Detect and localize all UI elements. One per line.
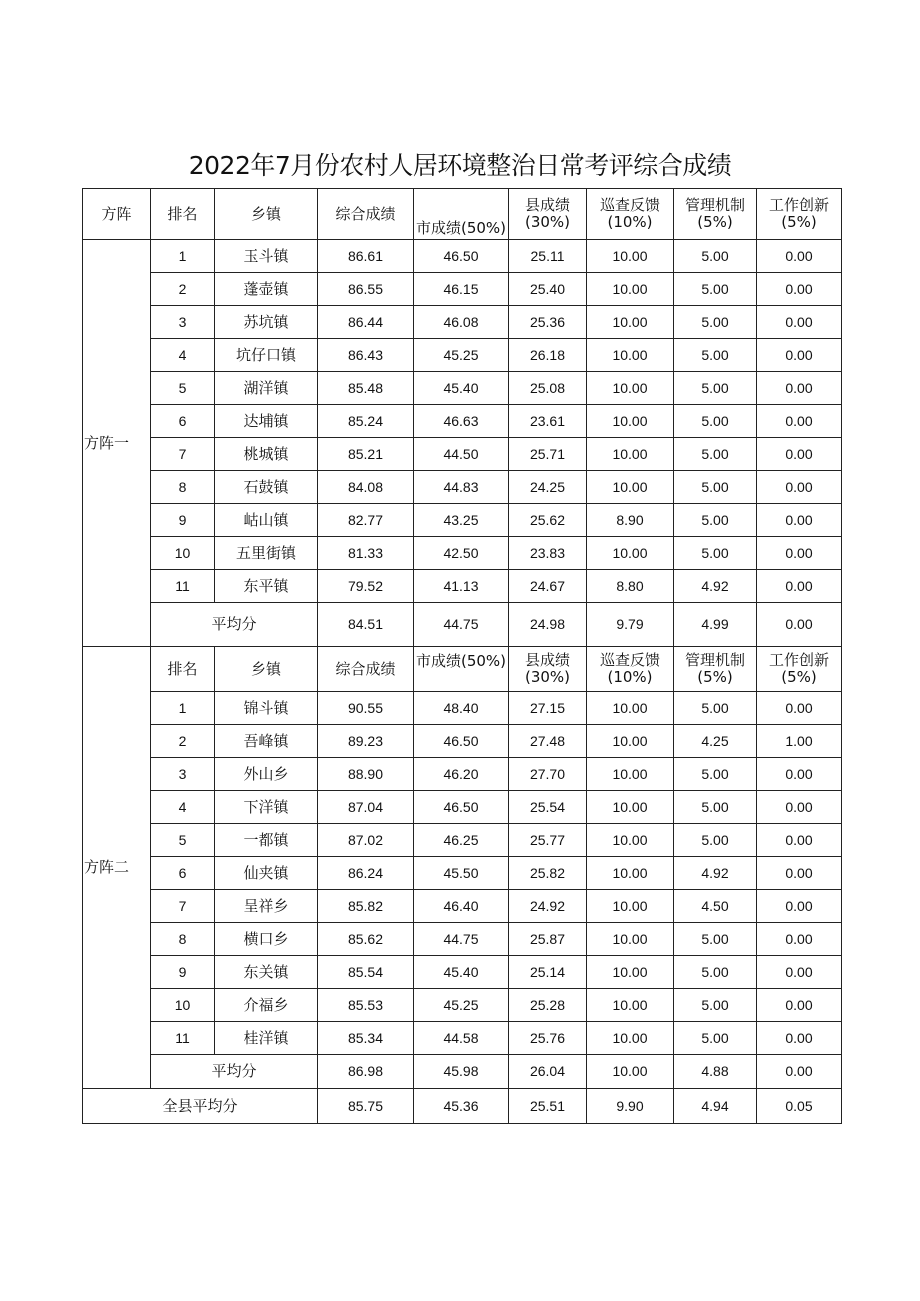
innov-cell: 0.00 — [757, 537, 842, 570]
town-cell: 锦斗镇 — [215, 692, 318, 725]
innov-cell: 0.00 — [757, 956, 842, 989]
total-cell: 85.62 — [318, 923, 414, 956]
innov-cell: 0.00 — [757, 471, 842, 504]
patrol-cell: 10.00 — [587, 692, 674, 725]
innov-cell: 0.00 — [757, 857, 842, 890]
header-city: 市成绩(50%) — [414, 189, 509, 240]
town-cell: 苏坑镇 — [215, 306, 318, 339]
mgmt-cell: 5.00 — [674, 372, 757, 405]
rank-cell: 4 — [151, 791, 215, 824]
table-row — [83, 504, 842, 537]
table-row — [83, 273, 842, 306]
county-cell: 25.54 — [509, 791, 587, 824]
table-row — [83, 956, 842, 989]
header-row — [83, 189, 842, 240]
mgmt-cell: 5.00 — [674, 758, 757, 791]
city-cell: 45.25 — [414, 989, 509, 1022]
page-title: 2022年7月份农村人居环境整治日常考评综合成绩 — [188, 151, 732, 180]
total-cell: 81.33 — [318, 537, 414, 570]
county-cell: 25.36 — [509, 306, 587, 339]
table-row — [83, 339, 842, 372]
rank-cell: 1 — [151, 240, 215, 273]
table-row — [83, 1022, 842, 1055]
town-cell: 玉斗镇 — [215, 240, 318, 273]
patrol-cell: 10.00 — [587, 989, 674, 1022]
header-mgmt — [674, 647, 757, 692]
innov-cell: 1.00 — [757, 725, 842, 758]
city-cell: 46.50 — [414, 725, 509, 758]
total-cell: 87.04 — [318, 791, 414, 824]
county-cell: 25.40 — [509, 273, 587, 306]
town-cell: 一都镇 — [215, 824, 318, 857]
header-mgmt-label: 管理机制 — [684, 651, 745, 669]
patrol-cell: 10.00 — [587, 306, 674, 339]
average-mgmt: 4.88 — [674, 1055, 757, 1089]
patrol-cell: 10.00 — [587, 725, 674, 758]
total-cell: 79.52 — [318, 570, 414, 603]
table-row — [83, 692, 842, 725]
patrol-cell: 10.00 — [587, 791, 674, 824]
town-cell: 介福乡 — [215, 989, 318, 1022]
header-city: 市成绩(50%) — [414, 647, 509, 692]
mgmt-cell: 5.00 — [674, 791, 757, 824]
city-cell: 41.13 — [414, 570, 509, 603]
rank-cell: 2 — [151, 273, 215, 306]
table-row — [83, 570, 842, 603]
innov-cell: 0.00 — [757, 504, 842, 537]
mgmt-cell: 5.00 — [674, 306, 757, 339]
table-row — [83, 471, 842, 504]
county-cell: 23.61 — [509, 405, 587, 438]
total-cell: 86.55 — [318, 273, 414, 306]
town-cell: 呈祥乡 — [215, 890, 318, 923]
average-innov: 0.00 — [757, 603, 842, 647]
average-city: 45.98 — [414, 1055, 509, 1089]
rank-cell: 6 — [151, 405, 215, 438]
mgmt-cell: 5.00 — [674, 537, 757, 570]
mgmt-cell: 5.00 — [674, 923, 757, 956]
city-cell: 45.40 — [414, 956, 509, 989]
innov-cell: 0.00 — [757, 1022, 842, 1055]
county-cell: 27.48 — [509, 725, 587, 758]
rank-cell: 11 — [151, 570, 215, 603]
patrol-cell: 10.00 — [587, 240, 674, 273]
town-cell: 达埔镇 — [215, 405, 318, 438]
mgmt-cell: 5.00 — [674, 339, 757, 372]
patrol-cell: 10.00 — [587, 471, 674, 504]
town-cell: 外山乡 — [215, 758, 318, 791]
total-cell: 86.44 — [318, 306, 414, 339]
header-mgmt-label: 管理机制 — [684, 196, 745, 214]
average-county: 24.98 — [509, 603, 587, 647]
header-patrol — [587, 647, 674, 692]
town-cell: 岵山镇 — [215, 504, 318, 537]
header-rank: 排名 — [151, 189, 215, 240]
rank-cell: 6 — [151, 857, 215, 890]
county-cell: 25.11 — [509, 240, 587, 273]
mgmt-cell: 5.00 — [674, 1022, 757, 1055]
mgmt-cell: 5.00 — [674, 989, 757, 1022]
score-table — [82, 188, 842, 1124]
table-row — [83, 405, 842, 438]
innov-cell: 0.00 — [757, 339, 842, 372]
header-patrol-weight: (10%) — [607, 213, 653, 231]
patrol-cell: 10.00 — [587, 438, 674, 471]
city-cell: 46.15 — [414, 273, 509, 306]
mgmt-cell: 5.00 — [674, 471, 757, 504]
patrol-cell: 10.00 — [587, 824, 674, 857]
table-row — [83, 725, 842, 758]
patrol-cell: 10.00 — [587, 857, 674, 890]
rank-cell: 7 — [151, 890, 215, 923]
innov-cell: 0.00 — [757, 758, 842, 791]
innov-cell: 0.00 — [757, 791, 842, 824]
county-cell: 25.87 — [509, 923, 587, 956]
table-row — [83, 758, 842, 791]
city-cell: 44.50 — [414, 438, 509, 471]
town-cell: 下洋镇 — [215, 791, 318, 824]
rank-cell: 10 — [151, 537, 215, 570]
rank-cell: 7 — [151, 438, 215, 471]
table-row — [83, 890, 842, 923]
patrol-cell: 10.00 — [587, 537, 674, 570]
county-cell: 27.15 — [509, 692, 587, 725]
average-total: 86.98 — [318, 1055, 414, 1089]
total-cell: 86.24 — [318, 857, 414, 890]
rank-cell: 8 — [151, 923, 215, 956]
mgmt-cell: 5.00 — [674, 240, 757, 273]
total-cell: 85.54 — [318, 956, 414, 989]
total-cell: 86.61 — [318, 240, 414, 273]
total-cell: 85.34 — [318, 1022, 414, 1055]
city-cell: 42.50 — [414, 537, 509, 570]
total-cell: 85.21 — [318, 438, 414, 471]
rank-cell: 9 — [151, 504, 215, 537]
header-county-weight: (30%) — [524, 668, 571, 686]
rank-cell: 1 — [151, 692, 215, 725]
table-row — [83, 857, 842, 890]
average-label: 平均分 — [151, 1055, 318, 1089]
county-cell: 24.25 — [509, 471, 587, 504]
sub-header-row — [83, 647, 842, 692]
county-cell: 25.76 — [509, 1022, 587, 1055]
total-cell: 90.55 — [318, 692, 414, 725]
total-cell: 84.08 — [318, 471, 414, 504]
innov-cell: 0.00 — [757, 890, 842, 923]
header-innov-label: 工作创新 — [768, 651, 829, 669]
total-cell: 89.23 — [318, 725, 414, 758]
innov-cell: 0.00 — [757, 692, 842, 725]
header-county — [509, 647, 587, 692]
total-cell: 82.77 — [318, 504, 414, 537]
rank-cell: 3 — [151, 758, 215, 791]
city-cell: 44.58 — [414, 1022, 509, 1055]
city-cell: 46.20 — [414, 758, 509, 791]
total-cell: 85.24 — [318, 405, 414, 438]
table-row — [83, 372, 842, 405]
average-mgmt: 4.99 — [674, 603, 757, 647]
rank-cell: 5 — [151, 372, 215, 405]
innov-cell: 0.00 — [757, 989, 842, 1022]
city-cell: 46.08 — [414, 306, 509, 339]
header-innov-weight: (5%) — [781, 668, 817, 686]
county-average-mgmt: 4.94 — [674, 1089, 757, 1124]
innov-cell: 0.00 — [757, 306, 842, 339]
average-patrol: 10.00 — [587, 1055, 674, 1089]
header-rank: 排名 — [151, 647, 215, 692]
innov-cell: 0.00 — [757, 923, 842, 956]
mgmt-cell: 5.00 — [674, 824, 757, 857]
county-average-total: 85.75 — [318, 1089, 414, 1124]
innov-cell: 0.00 — [757, 438, 842, 471]
header-mgmt-weight: (5%) — [697, 668, 733, 686]
average-row — [83, 1055, 842, 1089]
header-patrol-label: 巡查反馈 — [599, 196, 660, 214]
city-cell: 46.50 — [414, 791, 509, 824]
table-row — [83, 923, 842, 956]
county-cell: 25.62 — [509, 504, 587, 537]
header-innov-label: 工作创新 — [768, 196, 829, 214]
mgmt-cell: 5.00 — [674, 405, 757, 438]
average-innov: 0.00 — [757, 1055, 842, 1089]
average-label: 平均分 — [151, 603, 318, 647]
table-row — [83, 824, 842, 857]
mgmt-cell: 4.25 — [674, 725, 757, 758]
county-cell: 25.28 — [509, 989, 587, 1022]
average-city: 44.75 — [414, 603, 509, 647]
county-average-row — [83, 1089, 842, 1124]
city-cell: 46.25 — [414, 824, 509, 857]
header-innov — [757, 189, 842, 240]
innov-cell: 0.00 — [757, 570, 842, 603]
county-cell: 25.71 — [509, 438, 587, 471]
patrol-cell: 10.00 — [587, 339, 674, 372]
city-cell: 44.75 — [414, 923, 509, 956]
header-innov-weight: (5%) — [781, 213, 817, 231]
header-patrol — [587, 189, 674, 240]
matrix-label: 方阵二 — [83, 647, 151, 1089]
mgmt-cell: 5.00 — [674, 956, 757, 989]
town-cell: 横口乡 — [215, 923, 318, 956]
header-county-label: 县成绩 — [524, 196, 570, 214]
city-cell: 45.40 — [414, 372, 509, 405]
town-cell: 坑仔口镇 — [215, 339, 318, 372]
table-row — [83, 537, 842, 570]
mgmt-cell: 5.00 — [674, 692, 757, 725]
city-cell: 46.40 — [414, 890, 509, 923]
town-cell: 五里街镇 — [215, 537, 318, 570]
county-cell: 24.92 — [509, 890, 587, 923]
innov-cell: 0.00 — [757, 824, 842, 857]
total-cell: 87.02 — [318, 824, 414, 857]
patrol-cell: 10.00 — [587, 758, 674, 791]
rank-cell: 3 — [151, 306, 215, 339]
patrol-cell: 10.00 — [587, 1022, 674, 1055]
rank-cell: 8 — [151, 471, 215, 504]
patrol-cell: 8.90 — [587, 504, 674, 537]
header-county-weight: (30%) — [524, 213, 571, 231]
total-cell: 86.43 — [318, 339, 414, 372]
total-cell: 85.53 — [318, 989, 414, 1022]
innov-cell: 0.00 — [757, 405, 842, 438]
town-cell: 桂洋镇 — [215, 1022, 318, 1055]
rank-cell: 11 — [151, 1022, 215, 1055]
table-row — [83, 438, 842, 471]
county-cell: 25.77 — [509, 824, 587, 857]
average-row — [83, 603, 842, 647]
header-county-label: 县成绩 — [524, 651, 570, 669]
total-cell: 85.48 — [318, 372, 414, 405]
patrol-cell: 8.80 — [587, 570, 674, 603]
average-total: 84.51 — [318, 603, 414, 647]
county-cell: 25.08 — [509, 372, 587, 405]
header-patrol-weight: (10%) — [607, 668, 653, 686]
rank-cell: 2 — [151, 725, 215, 758]
town-cell: 东平镇 — [215, 570, 318, 603]
innov-cell: 0.00 — [757, 240, 842, 273]
patrol-cell: 10.00 — [587, 923, 674, 956]
town-cell: 桃城镇 — [215, 438, 318, 471]
county-cell: 23.83 — [509, 537, 587, 570]
header-town: 乡镇 — [215, 647, 318, 692]
city-cell: 46.50 — [414, 240, 509, 273]
header-mgmt — [674, 189, 757, 240]
score-table-body — [83, 189, 842, 1124]
table-row — [83, 791, 842, 824]
mgmt-cell: 4.50 — [674, 890, 757, 923]
city-cell: 45.50 — [414, 857, 509, 890]
average-patrol: 9.79 — [587, 603, 674, 647]
patrol-cell: 10.00 — [587, 890, 674, 923]
town-cell: 仙夹镇 — [215, 857, 318, 890]
county-cell: 27.70 — [509, 758, 587, 791]
innov-cell: 0.00 — [757, 273, 842, 306]
town-cell: 蓬壶镇 — [215, 273, 318, 306]
city-cell: 43.25 — [414, 504, 509, 537]
town-cell: 东关镇 — [215, 956, 318, 989]
total-cell: 88.90 — [318, 758, 414, 791]
table-row — [83, 306, 842, 339]
header-total: 综合成绩 — [318, 189, 414, 240]
table-row — [83, 240, 842, 273]
county-cell: 25.82 — [509, 857, 587, 890]
county-cell: 25.14 — [509, 956, 587, 989]
city-cell: 44.83 — [414, 471, 509, 504]
town-cell: 吾峰镇 — [215, 725, 318, 758]
mgmt-cell: 5.00 — [674, 438, 757, 471]
total-cell: 85.82 — [318, 890, 414, 923]
rank-cell: 5 — [151, 824, 215, 857]
header-patrol-label: 巡查反馈 — [599, 651, 660, 669]
table-row — [83, 989, 842, 1022]
mgmt-cell: 5.00 — [674, 504, 757, 537]
county-average-county: 25.51 — [509, 1089, 587, 1124]
town-cell: 湖洋镇 — [215, 372, 318, 405]
header-matrix: 方阵 — [83, 189, 151, 240]
county-average-patrol: 9.90 — [587, 1089, 674, 1124]
header-mgmt-weight: (5%) — [697, 213, 733, 231]
patrol-cell: 10.00 — [587, 372, 674, 405]
county-average-city: 45.36 — [414, 1089, 509, 1124]
city-cell: 45.25 — [414, 339, 509, 372]
county-cell: 26.18 — [509, 339, 587, 372]
city-cell: 48.40 — [414, 692, 509, 725]
patrol-cell: 10.00 — [587, 956, 674, 989]
county-average-label: 全县平均分 — [83, 1089, 318, 1124]
header-total: 综合成绩 — [318, 647, 414, 692]
patrol-cell: 10.00 — [587, 405, 674, 438]
header-county — [509, 189, 587, 240]
town-cell: 石鼓镇 — [215, 471, 318, 504]
average-county: 26.04 — [509, 1055, 587, 1089]
city-cell: 46.63 — [414, 405, 509, 438]
rank-cell: 10 — [151, 989, 215, 1022]
county-cell: 24.67 — [509, 570, 587, 603]
rank-cell: 9 — [151, 956, 215, 989]
rank-cell: 4 — [151, 339, 215, 372]
mgmt-cell: 4.92 — [674, 570, 757, 603]
mgmt-cell: 5.00 — [674, 273, 757, 306]
matrix-label: 方阵一 — [83, 240, 151, 647]
mgmt-cell: 4.92 — [674, 857, 757, 890]
header-town: 乡镇 — [215, 189, 318, 240]
header-innov — [757, 647, 842, 692]
patrol-cell: 10.00 — [587, 273, 674, 306]
county-average-innov: 0.05 — [757, 1089, 842, 1124]
innov-cell: 0.00 — [757, 372, 842, 405]
